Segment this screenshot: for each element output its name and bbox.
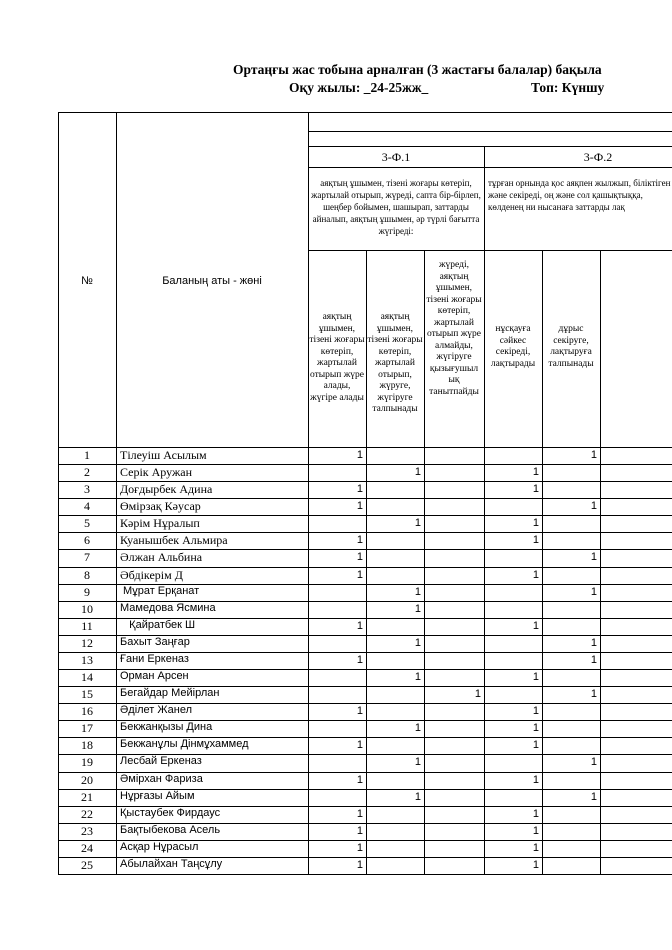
cell-value-c4: 1 — [532, 808, 539, 820]
table-top-border — [58, 112, 672, 113]
row-number: 15 — [81, 687, 93, 701]
row-number: 6 — [84, 533, 90, 547]
cell-value-c4: 1 — [532, 705, 539, 717]
cell-value-c5: 1 — [590, 637, 597, 649]
cell-value-c4: 1 — [532, 620, 539, 632]
cell-value-c4: 1 — [532, 483, 539, 495]
row-number: 7 — [84, 550, 90, 564]
cell-value-c2: 1 — [414, 517, 421, 529]
cell-value-c4: 1 — [532, 842, 539, 854]
child-name: Ғани Еркеназ — [120, 653, 189, 665]
cell-value-c1: 1 — [356, 654, 363, 666]
cell-value-c2: 1 — [414, 603, 421, 615]
cell-value-c5: 1 — [590, 586, 597, 598]
row-number: 11 — [81, 619, 93, 633]
cell-value-c4: 1 — [532, 569, 539, 581]
cell-value-c1: 1 — [356, 774, 363, 786]
cell-value-c2: 1 — [414, 586, 421, 598]
row-border — [58, 874, 672, 875]
child-name: Мамедова Ясмина — [120, 602, 216, 614]
header-line — [308, 250, 672, 251]
row-number: 18 — [81, 738, 93, 752]
cell-value-c4: 1 — [532, 534, 539, 546]
cell-value-c5: 1 — [590, 688, 597, 700]
subcolumn-header-2: аяқтың ұшымен, тізені жоғары көтеріп, жартылай отырып, жүруге, жүгіруге талпынады — [367, 312, 423, 414]
row-number: 12 — [81, 636, 93, 650]
row-number: 4 — [84, 499, 90, 513]
child-name: Әбдікерім Д — [120, 568, 183, 582]
child-name: Доғдырбек Адина — [120, 482, 213, 496]
row-number: 9 — [84, 585, 90, 599]
cell-value-c1: 1 — [356, 569, 363, 581]
grid-line — [542, 250, 543, 874]
cell-value-c1: 1 — [356, 620, 363, 632]
cell-value-c2: 1 — [414, 466, 421, 478]
grid-line — [366, 250, 367, 874]
group-header-3f1: 3-Ф.1 — [381, 150, 411, 164]
child-name: Бекжанқызы Дина — [120, 721, 213, 733]
cell-value-c1: 1 — [356, 859, 363, 871]
child-name: Кәрім Нұралып — [120, 516, 200, 530]
cell-value-c1: 1 — [356, 739, 363, 751]
cell-value-c1: 1 — [356, 808, 363, 820]
header-line — [308, 131, 672, 132]
group-header-3f2: 3-Ф.2 — [583, 150, 613, 164]
child-name: Қыстаубек Фирдаус — [120, 807, 221, 819]
header-line — [308, 146, 672, 147]
cell-value-c1: 1 — [356, 551, 363, 563]
row-number: 13 — [81, 653, 93, 667]
cell-value-c5: 1 — [590, 654, 597, 666]
row-number: 22 — [81, 807, 93, 821]
cell-value-c4: 1 — [532, 774, 539, 786]
cell-value-c1: 1 — [356, 825, 363, 837]
row-number: 16 — [81, 704, 93, 718]
column-header-number: № — [81, 275, 93, 287]
academic-year: Оқу жылы: _24-25жж_ — [289, 80, 429, 95]
child-name: Куанышбек Альмира — [120, 533, 228, 547]
cell-value-c2: 1 — [414, 637, 421, 649]
cell-value-c4: 1 — [532, 517, 539, 529]
cell-value-c5: 1 — [590, 551, 597, 563]
cell-value-c4: 1 — [532, 671, 539, 683]
child-name: Бегайдар Мейірлан — [120, 687, 220, 699]
grid-line — [600, 250, 601, 874]
row-number: 2 — [84, 465, 90, 479]
child-name: Орман Арсен — [120, 670, 189, 682]
grid-line — [484, 146, 485, 874]
header-line — [308, 167, 672, 168]
child-name: Бақтыбекова Асель — [120, 824, 221, 836]
cell-value-c2: 1 — [414, 671, 421, 683]
cell-value-c3: 1 — [474, 688, 481, 700]
cell-value-c1: 1 — [356, 705, 363, 717]
group1-description: аяқтың ұшымен, тізені жоғары көтеріп, жартылай отырып, жүреді, сапта бір-бірлеп, шеңбер бойымен, шашырап, заттарды айналып, аяқтың ұшымен, әр түрлі бағытта жүгіреді: — [311, 178, 481, 236]
row-number: 21 — [81, 790, 93, 804]
child-name: Лесбай Еркеназ — [120, 755, 202, 767]
cell-value-c4: 1 — [532, 722, 539, 734]
cell-value-c5: 1 — [590, 500, 597, 512]
grid-line — [116, 112, 117, 874]
column-header-name: Баланың аты - жөні — [162, 275, 262, 287]
cell-value-c2: 1 — [414, 791, 421, 803]
child-name: Әлжан Альбина — [120, 550, 203, 564]
page-title: Ортаңғы жас тобына арналған (3 жастағы балалар) бақыла — [233, 62, 602, 77]
cell-value-c5: 1 — [590, 449, 597, 461]
row-number: 5 — [84, 516, 90, 530]
cell-value-c1: 1 — [356, 483, 363, 495]
subcolumn-header-1: аяқтың ұшымен, тізені жоғары көтеріп, жартылай отырып жүре алады, жүгіре алады — [309, 312, 365, 403]
child-name: Өмірзақ Кәусар — [120, 499, 201, 513]
grid-line — [308, 112, 309, 874]
subcolumn-header-3: жүреді, аяқтың ұшымен, тізені жоғары көтеріп, жартылай отырып жүре алмайды, жүгіруге қызығушыл ық танытпайды — [426, 260, 482, 397]
row-number: 3 — [84, 482, 90, 496]
row-number: 24 — [81, 841, 93, 855]
cell-value-c1: 1 — [356, 842, 363, 854]
row-number: 19 — [81, 755, 93, 769]
child-name: Мұрат Ерқанат — [120, 585, 200, 597]
child-name: Абылайхан Таңсұлу — [120, 858, 223, 870]
subcolumn-header-5: дұрыс секіруге, лақтыруға талпынады — [548, 324, 594, 369]
row-number: 20 — [81, 773, 93, 787]
cell-value-c5: 1 — [590, 791, 597, 803]
cell-value-c5: 1 — [590, 756, 597, 768]
child-name: Асқар Нұрасыл — [120, 841, 199, 853]
child-name: Нұрғазы Айым — [120, 790, 195, 802]
row-number: 10 — [81, 602, 93, 616]
row-number: 25 — [81, 858, 93, 872]
cell-value-c4: 1 — [532, 739, 539, 751]
cell-value-c1: 1 — [356, 534, 363, 546]
cell-value-c2: 1 — [414, 756, 421, 768]
row-number: 14 — [81, 670, 93, 684]
child-name: Бахыт Заңғар — [120, 636, 190, 648]
subcolumn-header-4: нұсқауға сәйкес секіреді, лақтырады — [490, 324, 536, 369]
row-number: 23 — [81, 824, 93, 838]
cell-value-c4: 1 — [532, 825, 539, 837]
child-name: Әмірхан Фариза — [120, 773, 203, 785]
grid-line — [424, 250, 425, 874]
row-number: 8 — [84, 568, 90, 582]
child-name: Серік Аружан — [120, 465, 193, 479]
group-name: Топ: Күншу — [531, 80, 605, 95]
child-name: Тілеуіш Асылым — [120, 448, 207, 462]
cell-value-c4: 1 — [532, 859, 539, 871]
cell-value-c1: 1 — [356, 449, 363, 461]
child-name: Бекжанұлы Дінмұхаммед — [120, 738, 249, 750]
child-name: Қайратбек Ш — [120, 619, 196, 631]
cell-value-c4: 1 — [532, 466, 539, 478]
row-number: 17 — [81, 721, 93, 735]
group2-description: тұрған орнында қос аяқпен жылжып, біліктіген және секіреді, оң және сол қашықтыққа, көлденең ни нысанаға заттарды лақ — [488, 178, 671, 212]
row-number: 1 — [84, 448, 90, 462]
cell-value-c2: 1 — [414, 722, 421, 734]
child-name: Әділет Жанел — [120, 704, 193, 716]
cell-value-c1: 1 — [356, 500, 363, 512]
